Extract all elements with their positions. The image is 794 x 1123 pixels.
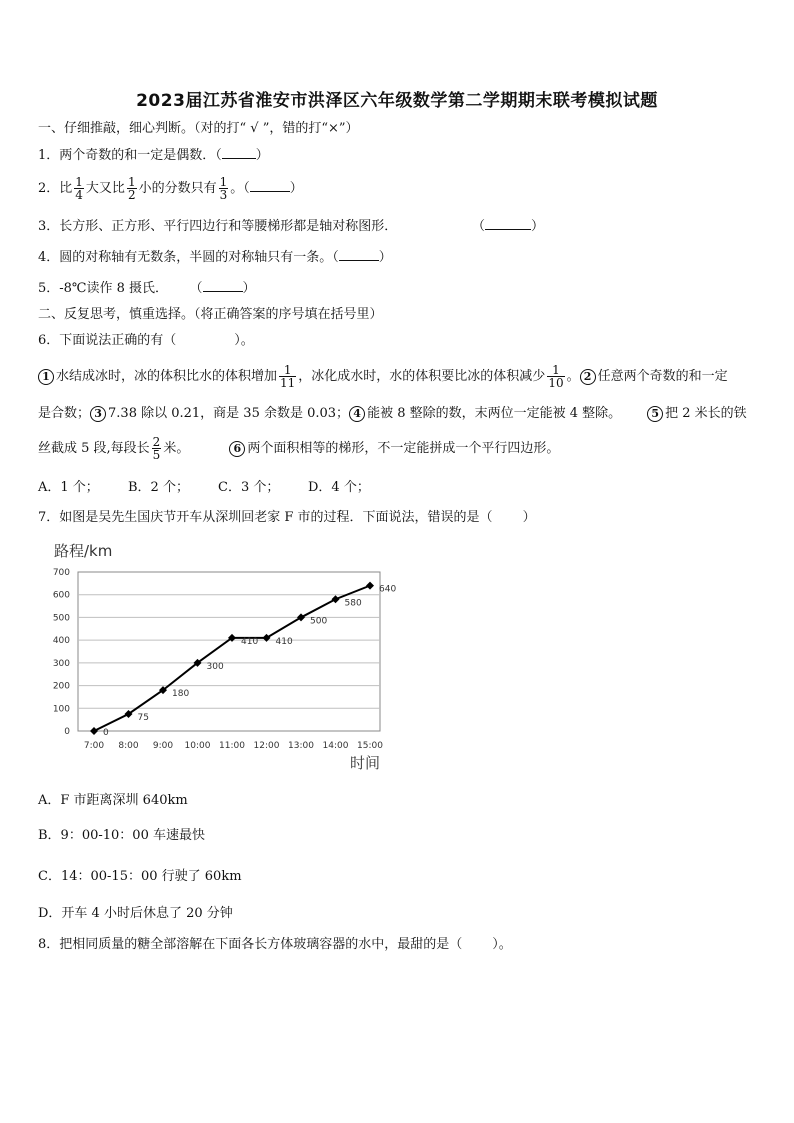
question-4: 4．圆的对称轴有无数条，半圆的对称轴只有一条。（ ） bbox=[38, 250, 392, 265]
question-6-line-1: 1 水结成冰时，冰的体积比水的体积增加 $\frac{1}{11}$ ，冰化成水时，水的体积要比冰的体积减少 $\frac{1}{10}$ 。 2 任意两个奇数的和一定 bbox=[38, 360, 728, 394]
question-6-options bbox=[38, 479, 370, 497]
data-label: 640 bbox=[379, 584, 397, 595]
section-2-heading: 二、反复思考，慎重选择。（将正确答案的序号填在括号里） bbox=[38, 307, 383, 322]
fraction: $\frac{1}{10}$ bbox=[548, 363, 564, 390]
y-tick-label: 500 bbox=[52, 613, 70, 624]
circled-number: 6 bbox=[229, 441, 245, 457]
option-a[interactable]: A．1 个； bbox=[38, 480, 99, 495]
x-tick-label: 10:00 bbox=[184, 741, 211, 751]
answer-blank[interactable] bbox=[485, 229, 531, 230]
y-tick-label: 100 bbox=[52, 704, 70, 715]
answer-blank[interactable] bbox=[250, 191, 290, 192]
fraction: $\frac{1}{2}$ bbox=[127, 175, 136, 202]
distance-time-line-chart bbox=[38, 530, 398, 778]
y-tick-label: 0 bbox=[64, 727, 70, 737]
answer-blank[interactable] bbox=[222, 158, 256, 159]
x-axis-label: 时间 bbox=[350, 754, 381, 772]
circled-number: 2 bbox=[580, 369, 596, 385]
x-tick-label: 8:00 bbox=[118, 741, 139, 751]
answer-blank[interactable] bbox=[339, 260, 379, 261]
data-label: 500 bbox=[310, 616, 328, 627]
x-tick-label: 9:00 bbox=[152, 741, 174, 751]
question-2: 2．比 $\frac{1}{4}$ 大又比 $\frac{1}{2}$ 小的分数只有 $\frac{1}{3}$ 。（ ） bbox=[38, 175, 303, 202]
question-7-stem: 7．如图是吴先生国庆节开车从深圳回老家 F 市的过程．下面说法，错误的是（ ） bbox=[38, 510, 536, 525]
section-1-heading: 一、仔细推敲，细心判断。（对的打“ √ ”，错的打“×”） bbox=[38, 121, 359, 136]
data-label: 580 bbox=[344, 598, 362, 609]
x-tick-label: 12:00 bbox=[253, 741, 280, 751]
question-6-line-3: 丝截成 5 段,每段长 $\frac{2}{5}$ 米。 6 两个面积相等的梯形，不一定能拼成一个平行四边形。 bbox=[38, 435, 560, 462]
x-tick-label: 7:00 bbox=[83, 741, 105, 751]
data-point-marker bbox=[90, 727, 98, 735]
y-tick-label: 600 bbox=[52, 590, 70, 601]
question-7-option-d[interactable]: D．开车 4 小时后休息了 20 分钟 bbox=[38, 906, 233, 921]
y-tick-label: 700 bbox=[52, 568, 70, 578]
y-axis-label: 路程/km bbox=[54, 542, 113, 560]
option-d[interactable]: D．4 个； bbox=[308, 480, 370, 495]
x-tick-label: 14:00 bbox=[322, 741, 349, 751]
data-label: 75 bbox=[137, 712, 149, 723]
question-6-line-2: 是合数； 3 7.38 除以 0.21，商是 35 余数是 0.03； 4 能被 8 整除的数，末两位一定能被 4 整除。 5 把 2 米长的铁 bbox=[38, 406, 747, 421]
option-c[interactable]: C．3 个； bbox=[218, 480, 280, 495]
question-3: 3．长方形、正方形、平行四边行和等腰梯形都是轴对称图形． （ ） bbox=[38, 219, 545, 234]
x-tick-label: 13:00 bbox=[288, 741, 314, 751]
x-tick-label: 11:00 bbox=[219, 741, 245, 751]
page-title: 2023届江苏省淮安市洪泽区六年级数学第二学期期末联考模拟试题 bbox=[136, 91, 658, 111]
x-tick-label: 15:00 bbox=[357, 741, 383, 751]
distance-series-line bbox=[94, 586, 370, 731]
data-label: 410 bbox=[241, 636, 259, 647]
fraction: $\frac{1}{3}$ bbox=[219, 175, 228, 202]
y-tick-label: 300 bbox=[52, 658, 70, 669]
circled-number: 5 bbox=[647, 406, 663, 422]
data-point-marker bbox=[366, 582, 374, 590]
fraction: $\frac{2}{5}$ bbox=[152, 435, 161, 462]
fraction: $\frac{1}{11}$ bbox=[280, 363, 296, 390]
y-tick-label: 200 bbox=[52, 681, 70, 692]
circled-number: 1 bbox=[38, 369, 54, 385]
option-b[interactable]: B．2 个； bbox=[128, 480, 189, 495]
circled-number: 3 bbox=[90, 406, 106, 422]
plot-frame bbox=[78, 572, 380, 731]
question-7-option-a[interactable]: A．F 市距离深圳 640km bbox=[38, 793, 188, 808]
question-7-option-c[interactable]: C．14：00-15：00 行驶了 60km bbox=[38, 869, 242, 884]
circled-number: 4 bbox=[349, 406, 365, 422]
data-label: 180 bbox=[172, 689, 190, 700]
data-label: 410 bbox=[275, 636, 293, 647]
answer-blank[interactable] bbox=[203, 291, 243, 292]
y-tick-label: 400 bbox=[52, 636, 70, 647]
question-8: 8．把相同质量的糖全部溶解在下面各长方体玻璃容器的水中，最甜的是（ ）。 bbox=[38, 937, 512, 952]
fraction: $\frac{1}{4}$ bbox=[75, 175, 83, 202]
question-6-stem: 6．下面说法正确的有（ ）。 bbox=[38, 333, 254, 348]
question-7-option-b[interactable]: B．9：00-10：00 车速最快 bbox=[38, 828, 205, 843]
data-label: 0 bbox=[103, 728, 109, 738]
data-label: 300 bbox=[206, 661, 224, 672]
data-point-marker bbox=[332, 595, 340, 603]
question-5: 5．-8℃读作 8 摄氏． （ ） bbox=[38, 281, 256, 296]
question-1: 1．两个奇数的和一定是偶数．（ ） bbox=[38, 148, 269, 163]
